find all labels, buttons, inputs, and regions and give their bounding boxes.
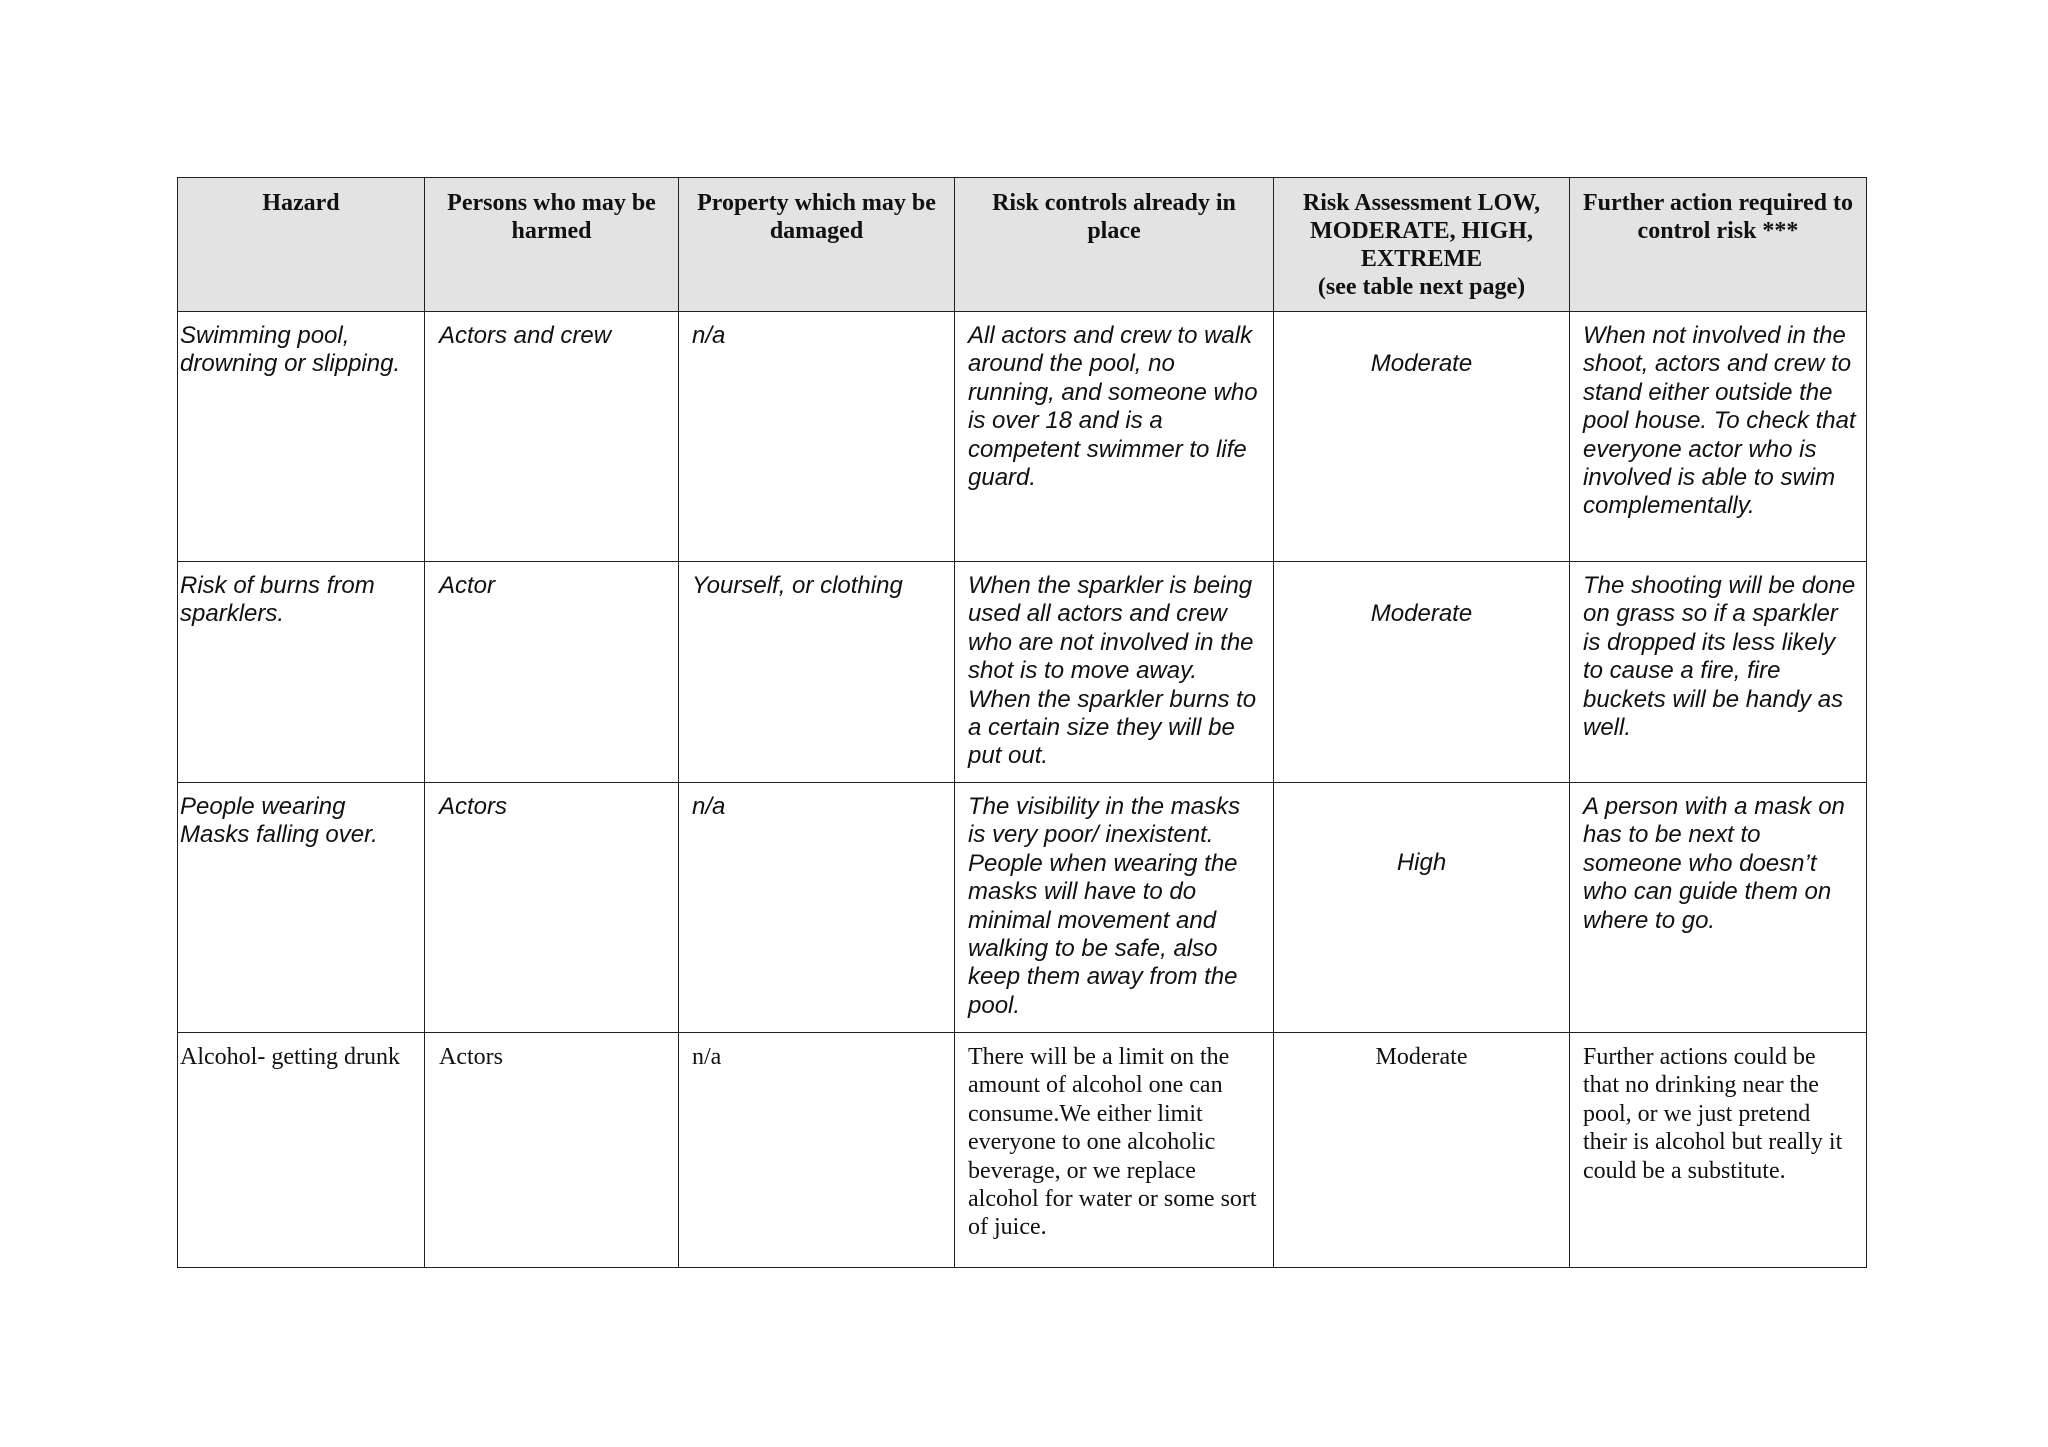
assessment-text: Moderate xyxy=(1375,1044,1468,1070)
further-cell xyxy=(1570,783,1867,1033)
property-cell xyxy=(679,1033,955,1268)
header-persons: Persons who may be harmed xyxy=(425,178,679,312)
hazard-cell xyxy=(178,562,425,783)
persons-cell xyxy=(425,562,679,783)
persons-text: Actor xyxy=(439,572,496,599)
property-text: n/a xyxy=(692,793,726,820)
assessment-cell xyxy=(1274,1033,1570,1268)
header-hazard: Hazard xyxy=(178,178,425,312)
assessment-cell xyxy=(1274,312,1570,562)
header-row xyxy=(178,178,1867,312)
further-cell xyxy=(1570,312,1867,562)
header-property: Property which may be damaged xyxy=(679,178,955,312)
controls-cell xyxy=(955,1033,1274,1268)
property-text: Yourself, or clothing xyxy=(692,572,903,599)
property-text: n/a xyxy=(692,322,726,349)
hazard-cell xyxy=(178,312,425,562)
persons-cell xyxy=(425,312,679,562)
assessment-text: Moderate xyxy=(1370,350,1473,377)
property-text: n/a xyxy=(692,1044,722,1070)
persons-text: Actors xyxy=(439,1044,503,1070)
header-controls: Risk controls already in place xyxy=(955,178,1274,312)
table-row xyxy=(178,562,1867,783)
controls-text: All actors and crew to walk around the pool, no running, and someone who is over 18 and is a competent swimmer to life guard. xyxy=(968,322,1258,492)
header-further: Further action required to control risk *** xyxy=(1570,178,1867,312)
further-text: A person with a mask on has to be next to someone who doesn’t who can guide them on where to go. xyxy=(1583,793,1845,934)
hazard-text: Swimming pool, drowning or slipping. xyxy=(180,322,401,378)
controls-text: There will be a limit on the amount of alcohol one can consume.We either limit everyone to one alcoholic beverage, or we replace alcohol for water or some sort of juice. xyxy=(968,1044,1257,1241)
controls-cell xyxy=(955,783,1274,1033)
hazard-text: People wearing Masks falling over. xyxy=(180,793,378,849)
header-assessment-note: (see table next page) xyxy=(1317,274,1526,300)
further-text: Further actions could be that no drinking near the pool, or we just pretend their is alcohol but really it could be a substitute. xyxy=(1583,1044,1843,1184)
further-cell xyxy=(1570,562,1867,783)
table-row xyxy=(178,312,1867,562)
hazard-cell xyxy=(178,783,425,1033)
table-row xyxy=(178,1033,1867,1268)
controls-text: The visibility in the masks is very poor/ inexistent. People when wearing the masks will have to do minimal movement and walking to be safe, also keep them away from the pool. xyxy=(968,793,1241,1019)
persons-text: Actors and crew xyxy=(439,322,612,349)
assessment-text: Moderate xyxy=(1370,600,1473,627)
assessment-cell xyxy=(1274,783,1570,1033)
further-text: The shooting will be done on grass so if a sparkler is dropped its less likely to cause a fire, fire buckets will be handy as well. xyxy=(1583,572,1856,742)
controls-cell xyxy=(955,312,1274,562)
persons-cell xyxy=(425,783,679,1033)
hazard-cell xyxy=(178,1033,425,1268)
assessment-text: High xyxy=(1396,849,1447,876)
persons-text: Actors xyxy=(439,793,508,820)
hazard-text: Alcohol- getting drunk xyxy=(180,1044,400,1070)
property-cell xyxy=(679,312,955,562)
table-row xyxy=(178,783,1867,1033)
property-cell xyxy=(679,562,955,783)
hazard-text: Risk of burns from sparklers. xyxy=(180,572,375,628)
assessment-cell xyxy=(1274,562,1570,783)
header-assessment-title: Risk Assessment LOW, MODERATE, HIGH, EXTREME xyxy=(1302,190,1541,272)
further-cell xyxy=(1570,1033,1867,1268)
controls-text: When the sparkler is being used all actors and crew who are not involved in the shot is to move away. When the sparkler burns to a certain size they will be put out. xyxy=(968,572,1257,770)
controls-cell xyxy=(955,562,1274,783)
property-cell xyxy=(679,783,955,1033)
further-text: When not involved in the shoot, actors and crew to stand either outside the pool house. To check that everyone actor who is involved is able to swim complementally. xyxy=(1583,322,1856,520)
risk-assessment-table xyxy=(177,177,1867,1268)
header-assessment xyxy=(1274,178,1570,312)
persons-cell xyxy=(425,1033,679,1268)
